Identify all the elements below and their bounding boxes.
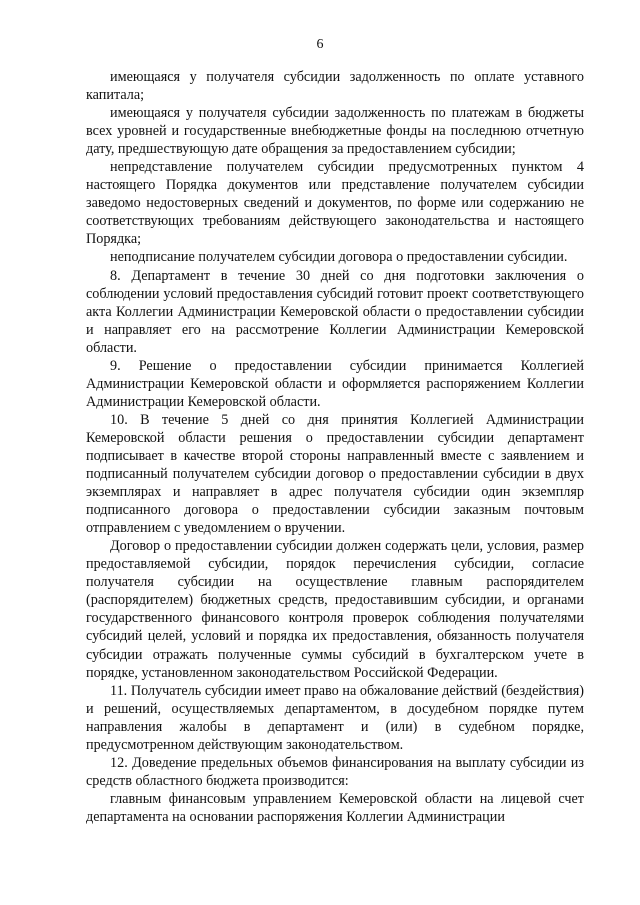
paragraph-item-10: 10. В течение 5 дней со дня принятия Коллегией Администрации Кемеровской области решения о предоставлении субсидии департамент подписывает в качестве второй стороны направленный вместе с заявлением и подписанный получателем субсидии договор о предоставлении субсидии в двух экземплярах и направляет в адрес получателя субсидии один экземпляр подписанного договора о предоставлении субсидии заказным почтовым отправлением с уведомлением о вручении. bbox=[86, 411, 584, 537]
paragraph-item-8: 8. Департамент в течение 30 дней со дня подготовки заключения о соблюдении условий предоставления субсидий готовит проект соответствующего акта Коллегии Администрации Кемеровской области о предоставлении субсидии и направляет его на рассмотрение Коллегии Администрации Кемеровской области. bbox=[86, 267, 584, 356]
paragraph-budget-debt: имеющаяся у получателя субсидии задолженность по платежам в бюджеты всех уровней и государственные внебюджетные фонды на последнюю отчетную дату, предшествующую дате обращения за предоставлением субсидии; bbox=[86, 105, 584, 158]
page-number: 6 bbox=[316, 37, 324, 52]
paragraph-item-11: 11. Получатель субсидии имеет право на обжалование действий (бездействия) и решений, осуществляемых департаментом, в досудебном порядке путем направления жалобы в департамент и (или) в судебном порядке, предусмотренном действующим законодательством. bbox=[86, 682, 584, 753]
paragraph-capital-debt: имеющаяся у получателя субсидии задолженность по оплате уставного капитала; bbox=[86, 69, 584, 104]
paragraph-item-12: 12. Доведение предельных объемов финансирования на выплату субсидии из средств областного бюджета производится: bbox=[86, 754, 584, 789]
paragraph-financial-department: главным финансовым управлением Кемеровской области на лицевой счет департамента на основании распоряжения Коллегии Администрации bbox=[86, 790, 584, 825]
paragraph-contract-content: Договор о предоставлении субсидии должен содержать цели, условия, размер предоставляемой субсидии, порядок перечисления субсидии, согласие получателя субсидии на осуществление главным распорядителем (распорядителем) бюджетных средств, предоставившим субсидии, и органами государственного финансового контроля проверок соблюдения получателями субсидий целей, условий и порядка их предоставления, обязанность получателя субсидии отражать полученные суммы субсидий в бухгалтерском учете в порядке, установленном законодательством Российской Федерации. bbox=[86, 538, 584, 681]
paragraph-contract-not-signed: неподписание получателем субсидии договора о предоставлении субсидии. bbox=[110, 249, 568, 266]
document-body bbox=[86, 68, 584, 826]
paragraph-documents-not-submitted: непредставление получателем субсидии предусмотренных пунктом 4 настоящего Порядка документов или представление получателем субсидии заведомо недостоверных сведений и документов, по форме или содержанию не соответствующих требованиям действующего законодательства и настоящего Порядка; bbox=[86, 159, 584, 248]
paragraph-item-9: 9. Решение о предоставлении субсидии принимается Коллегией Администрации Кемеровской области и оформляется распоряжением Коллегии Администрации Кемеровской области. bbox=[86, 357, 584, 410]
